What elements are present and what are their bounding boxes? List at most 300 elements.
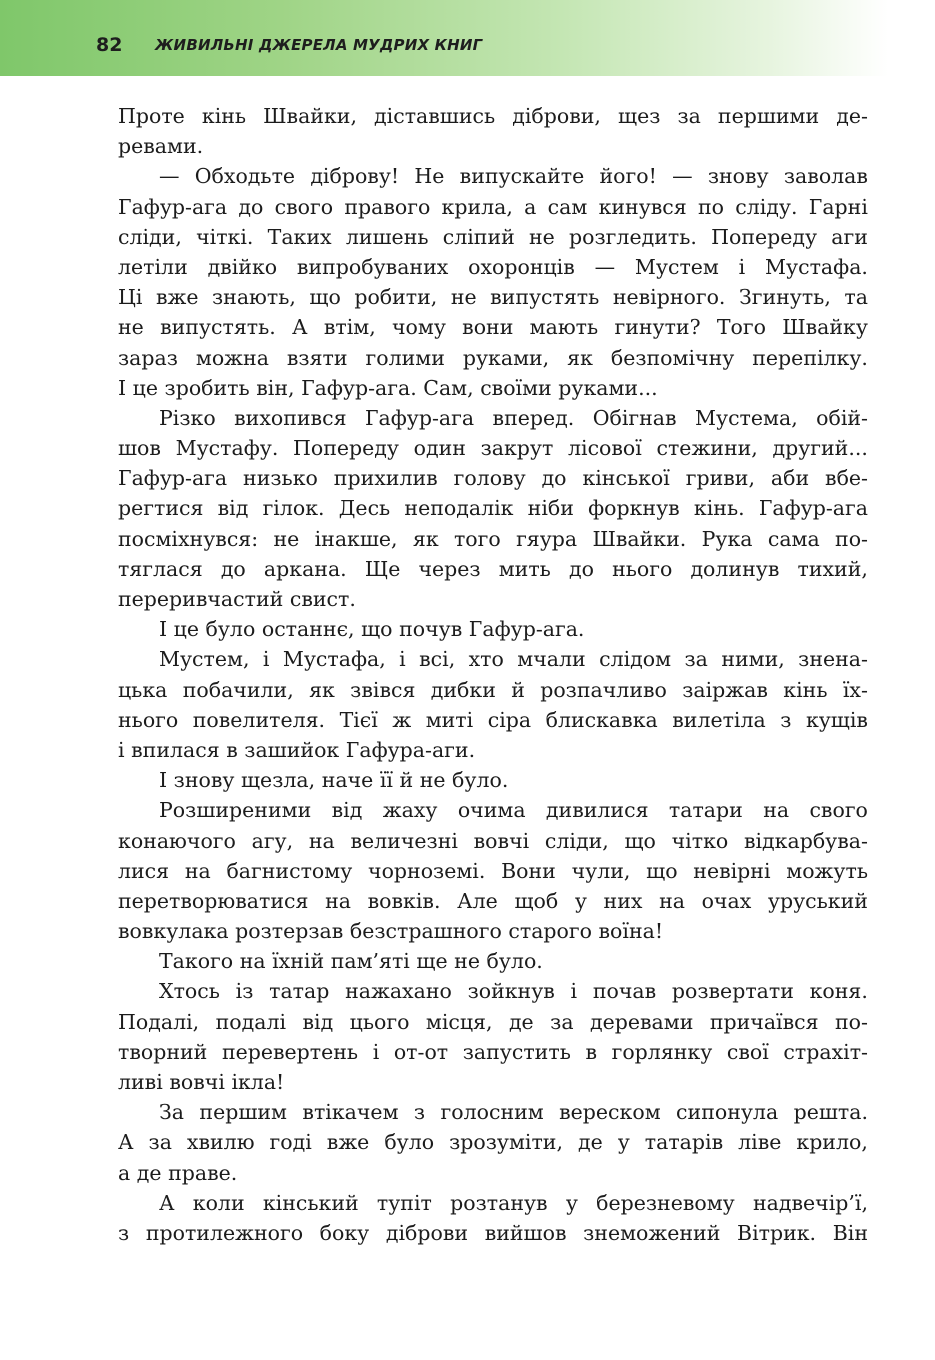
word: летіли	[118, 254, 188, 279]
word: уруський	[767, 888, 868, 913]
word: один	[413, 436, 466, 461]
word: пам’яті	[330, 949, 410, 974]
text-line	[118, 104, 868, 134]
word: лісової	[567, 436, 642, 461]
word: свої	[726, 1039, 769, 1064]
word: втікачем	[302, 1100, 399, 1125]
word: березневому	[596, 1190, 735, 1215]
text-line	[118, 1070, 868, 1100]
word: горлянку	[611, 1039, 713, 1064]
word: Гафур-ага.	[301, 375, 417, 400]
text-line	[118, 225, 868, 255]
word: Попереду	[293, 436, 399, 461]
word: де	[577, 1130, 603, 1155]
word: від	[217, 496, 249, 521]
word: знеможений	[583, 1220, 721, 1245]
word: закрут	[480, 436, 554, 461]
word: відкарбува-	[743, 828, 868, 853]
word: Гафур-ага	[364, 405, 475, 430]
word: за	[684, 647, 708, 672]
word: інакше,	[314, 526, 398, 551]
text-line	[118, 1100, 868, 1130]
text-line	[118, 859, 868, 889]
word: ж	[392, 707, 412, 732]
word: на	[308, 828, 335, 853]
word: ніби	[527, 496, 574, 521]
word: аби	[770, 466, 810, 491]
word: Того	[716, 315, 766, 340]
word: двійко	[207, 254, 278, 279]
text-line	[118, 195, 868, 225]
word: це	[173, 617, 199, 642]
word: лися	[118, 858, 170, 883]
word: А	[118, 1130, 134, 1155]
word: Мустем,	[159, 647, 250, 672]
word: чому	[392, 315, 446, 340]
word: його!	[599, 164, 657, 189]
word: переривчастий	[118, 587, 284, 611]
word: годі	[269, 1130, 312, 1155]
word: було	[384, 1130, 435, 1155]
word: місця,	[425, 1009, 493, 1034]
word: решта.	[793, 1100, 868, 1125]
word: що	[624, 828, 656, 853]
text-line	[118, 315, 868, 345]
word: від	[331, 798, 363, 823]
word: Швайку	[782, 315, 868, 340]
word: охоронців	[468, 254, 575, 279]
word: що	[361, 617, 393, 642]
word: ікла!	[231, 1070, 285, 1094]
word: Гафура-аги.	[345, 737, 476, 762]
word: у	[574, 888, 587, 913]
word: вереском	[559, 1100, 661, 1125]
word: безпомічну	[610, 345, 735, 370]
word: чули,	[571, 858, 631, 883]
word: Подалі,	[118, 1009, 200, 1034]
word: не	[118, 315, 144, 340]
word: ливі	[118, 1070, 163, 1094]
text-line	[118, 376, 868, 406]
word: руками,	[462, 345, 550, 370]
word: безстрашного	[349, 919, 502, 944]
word: по	[697, 194, 724, 219]
word: обій-	[816, 405, 868, 430]
word: свист.	[289, 587, 356, 611]
word: —	[594, 254, 616, 279]
word: зробить	[164, 375, 250, 400]
word: Таких	[267, 224, 332, 249]
word: перетворюватися	[118, 888, 309, 913]
word: дивилися	[545, 798, 649, 823]
word: І	[159, 617, 168, 642]
word: як	[412, 526, 439, 551]
word: а	[118, 1160, 131, 1185]
word: деревами	[589, 1009, 694, 1034]
word: випробуваних	[296, 254, 449, 279]
word: за	[550, 1009, 574, 1034]
word: перепілку.	[752, 345, 868, 370]
word: на	[325, 888, 351, 913]
word: Сам,	[423, 375, 474, 400]
text-line	[118, 1191, 868, 1221]
word: кінь.	[693, 496, 745, 521]
text-line	[118, 466, 868, 496]
word: впилася	[131, 737, 220, 762]
text-line	[118, 768, 868, 798]
word: на	[239, 949, 266, 974]
word: розтанув	[450, 1190, 548, 1215]
word: не	[273, 526, 300, 551]
word: подалі	[215, 1009, 287, 1034]
word: мчали	[517, 647, 586, 672]
word: вовчі	[169, 1070, 225, 1094]
word: протилежного	[145, 1220, 304, 1245]
text-line	[118, 164, 868, 194]
word: він,	[256, 375, 295, 400]
word: розпачливо	[540, 677, 667, 702]
word: побачили,	[182, 677, 294, 702]
word: хвилю	[186, 1130, 255, 1155]
word: знову	[707, 164, 769, 189]
word: Він	[832, 1220, 868, 1245]
body-text	[118, 104, 868, 1251]
text-line	[118, 678, 868, 708]
text-line	[118, 436, 868, 466]
word: зашийок	[244, 737, 340, 762]
word: та	[844, 285, 868, 310]
word: звівся	[350, 677, 416, 702]
word: Десь	[338, 496, 391, 521]
word: до	[568, 556, 594, 581]
word: чіткі.	[196, 224, 254, 249]
word: сіра	[487, 707, 532, 732]
word: Рука	[701, 526, 753, 551]
word: нього	[612, 556, 673, 581]
word: Мустафу.	[175, 436, 279, 461]
word: по-	[835, 526, 868, 551]
word: до	[541, 466, 567, 491]
word: Гафур-ага	[118, 466, 228, 491]
word: вже	[326, 1130, 370, 1155]
word: них	[603, 888, 643, 913]
running-head: ЖИВИЛЬНІ ДЖЕРЕЛА МУДРИХ КНИГ	[155, 36, 483, 54]
word: на	[184, 858, 211, 883]
word: діброву!	[310, 164, 400, 189]
word: з	[780, 707, 792, 732]
word: вони	[462, 315, 514, 340]
word: діставшись	[374, 104, 496, 128]
word: нього	[118, 707, 179, 732]
word: останнє,	[261, 617, 355, 642]
word: кінь	[783, 677, 828, 702]
word: свого	[274, 194, 334, 219]
word: нажахано	[345, 979, 452, 1004]
word: вийшов	[484, 1220, 567, 1245]
word: жаху	[382, 798, 438, 823]
word: от-от	[393, 1039, 449, 1064]
word: знають,	[211, 285, 296, 310]
word: воїна!	[598, 919, 664, 944]
word: гриви,	[685, 466, 755, 491]
word: вже	[155, 285, 199, 310]
word: цька	[118, 677, 168, 702]
word: конаючого	[118, 828, 236, 853]
word: прихилив	[333, 466, 438, 491]
word: стежини,	[656, 436, 758, 461]
word: почав	[592, 979, 657, 1004]
word: того	[453, 526, 501, 551]
word: крило,	[796, 1130, 868, 1155]
word: За	[159, 1100, 184, 1125]
word: чорноземі.	[368, 858, 486, 883]
word: форкнув	[588, 496, 680, 521]
word: А	[159, 1190, 175, 1215]
page-number: 82	[96, 34, 123, 56]
word: діброви	[385, 1220, 469, 1245]
word: Мустафа,	[282, 647, 386, 672]
word: неподалік	[404, 496, 514, 521]
word: кінський	[262, 1190, 359, 1215]
word: на	[659, 888, 685, 913]
text-line	[118, 949, 868, 979]
word: до	[220, 556, 246, 581]
word: Хтось	[159, 979, 220, 1004]
word: за	[148, 1130, 172, 1155]
word: мить	[498, 556, 551, 581]
word: миті	[425, 707, 474, 732]
word: із	[235, 979, 254, 1004]
text-line	[118, 798, 868, 828]
word: татари	[668, 798, 743, 823]
word: і	[570, 979, 578, 1004]
word: у	[565, 1190, 578, 1215]
word: і	[399, 647, 406, 672]
word: вовків.	[367, 888, 441, 913]
word: цього	[349, 1009, 410, 1034]
word: знена-	[798, 647, 868, 672]
word: лишень	[345, 224, 429, 249]
word: в	[585, 1039, 597, 1064]
word: Попереду	[711, 224, 818, 249]
word: сипонула	[676, 1100, 779, 1125]
word: й	[511, 677, 525, 702]
word: де	[136, 1160, 162, 1185]
word: можуть	[786, 858, 868, 883]
word: як	[567, 345, 593, 370]
word: зараз	[118, 345, 178, 370]
word: коли	[192, 1190, 245, 1215]
word: перевертень	[221, 1039, 359, 1064]
word: не	[419, 768, 446, 793]
word: сліди,	[544, 828, 609, 853]
word: вбе-	[825, 466, 868, 491]
word: аги	[831, 224, 868, 249]
text-line	[118, 1010, 868, 1040]
word: сліди,	[118, 224, 182, 249]
word: коня.	[809, 979, 868, 1004]
word: регтися	[118, 496, 204, 521]
word: щез	[618, 104, 661, 128]
word: дибки	[430, 677, 496, 702]
word: багнистому	[226, 858, 353, 883]
text-line	[118, 889, 868, 919]
word: першими	[717, 104, 820, 128]
word: причаївся	[709, 1009, 819, 1034]
word: невірні	[693, 858, 771, 883]
text-line	[118, 527, 868, 557]
word: творний	[118, 1039, 208, 1064]
word: Ці	[118, 285, 143, 310]
word: до	[238, 194, 264, 219]
word: гинути?	[614, 315, 701, 340]
word: вовкулака	[118, 919, 229, 944]
word: її	[379, 768, 393, 793]
word: вилетіла	[672, 707, 766, 732]
text-line	[118, 738, 868, 768]
word: випустять	[490, 285, 600, 310]
word: в	[226, 737, 238, 762]
word: —	[159, 164, 180, 189]
word: блискавка	[545, 707, 658, 732]
text-line	[118, 829, 868, 859]
word: —	[672, 164, 693, 189]
word: ревами.	[118, 134, 204, 159]
word: Обходьте	[194, 164, 296, 189]
word: Мустафа.	[765, 254, 868, 279]
word: було	[205, 617, 256, 642]
word: тихий,	[797, 556, 868, 581]
word: повелителя.	[192, 707, 326, 732]
word: як	[309, 677, 335, 702]
word: боку	[319, 1220, 370, 1245]
word: вовчі	[473, 828, 530, 853]
text-line	[118, 1040, 868, 1070]
word: за	[677, 104, 701, 128]
word: І	[118, 375, 127, 400]
word: руками...	[558, 375, 658, 400]
word: долинув	[690, 556, 780, 581]
word: А	[292, 315, 308, 340]
word: і	[262, 647, 270, 672]
word: де-	[836, 104, 868, 128]
word: кущів	[805, 707, 868, 732]
word: зрозуміти,	[449, 1130, 563, 1155]
word: й	[399, 768, 414, 793]
word: а	[524, 194, 537, 219]
text-line	[118, 617, 868, 647]
word: аркана.	[263, 556, 347, 581]
word: що	[309, 285, 341, 310]
text-line	[118, 919, 868, 949]
word: заіржав	[682, 677, 768, 702]
text-line	[118, 587, 868, 617]
word: правого	[344, 194, 431, 219]
word: татарів	[644, 1130, 724, 1155]
word: від	[302, 1009, 334, 1034]
text-line	[118, 647, 868, 677]
word: почув	[399, 617, 463, 642]
word: очах	[701, 888, 752, 913]
word: Розширеними	[159, 798, 312, 823]
word: можна	[195, 345, 269, 370]
word: Не	[414, 164, 445, 189]
word: і	[738, 254, 746, 279]
word: свого	[809, 798, 868, 823]
word: Швайки.	[592, 526, 687, 551]
word: Гафур-ага	[758, 496, 868, 521]
text-line	[118, 979, 868, 1009]
word: своїми	[480, 375, 552, 400]
text-line	[118, 708, 868, 738]
word: вихопився	[234, 405, 347, 430]
word: щезла,	[241, 768, 316, 793]
text-line	[118, 406, 868, 436]
word: діброви,	[512, 104, 601, 128]
word: ними,	[721, 647, 785, 672]
word: розгледить.	[569, 224, 697, 249]
word: посміхнувся:	[118, 526, 259, 551]
word: Тієї	[339, 707, 378, 732]
word: і	[118, 737, 125, 762]
word: низько	[243, 466, 318, 491]
word: кінської	[582, 466, 670, 491]
word: ще	[416, 949, 448, 974]
word: взяти	[286, 345, 348, 370]
word: І	[159, 768, 168, 793]
word: ліве	[738, 1130, 782, 1155]
word: не	[454, 949, 480, 974]
word: розвертати	[671, 979, 794, 1004]
word: Проте	[118, 104, 185, 128]
word: агу,	[251, 828, 294, 853]
word: на	[763, 798, 790, 823]
word: по-	[835, 1009, 868, 1034]
word: мають	[529, 315, 599, 340]
word: не	[529, 224, 555, 249]
word: зойкнув	[467, 979, 555, 1004]
word: запустить	[462, 1039, 571, 1064]
word: робити,	[354, 285, 438, 310]
word: татар	[269, 979, 330, 1004]
text-line	[118, 557, 868, 587]
word: крила,	[441, 194, 513, 219]
word: тяглася	[118, 556, 203, 581]
word: сліпий	[442, 224, 515, 249]
word: випустять.	[160, 315, 276, 340]
word: шов	[118, 436, 161, 461]
word: Вітрик.	[737, 1220, 817, 1245]
word: очима	[457, 798, 526, 823]
word: з	[118, 1220, 130, 1245]
word: тупіт	[376, 1190, 432, 1215]
word: Гарні	[808, 194, 868, 219]
word: заволав	[783, 164, 868, 189]
word: гілок.	[262, 496, 325, 521]
word: старого	[508, 919, 592, 944]
word: другий...	[772, 436, 868, 461]
word: голову	[453, 466, 526, 491]
word: було.	[452, 768, 509, 793]
word: голосним	[440, 1100, 544, 1125]
word: кінь	[201, 104, 247, 128]
word: випускайте	[459, 164, 585, 189]
word: Вони	[501, 858, 556, 883]
word: не	[450, 285, 477, 310]
word: всі,	[419, 647, 456, 672]
word: Такого	[159, 949, 234, 974]
text-line	[118, 1161, 868, 1191]
